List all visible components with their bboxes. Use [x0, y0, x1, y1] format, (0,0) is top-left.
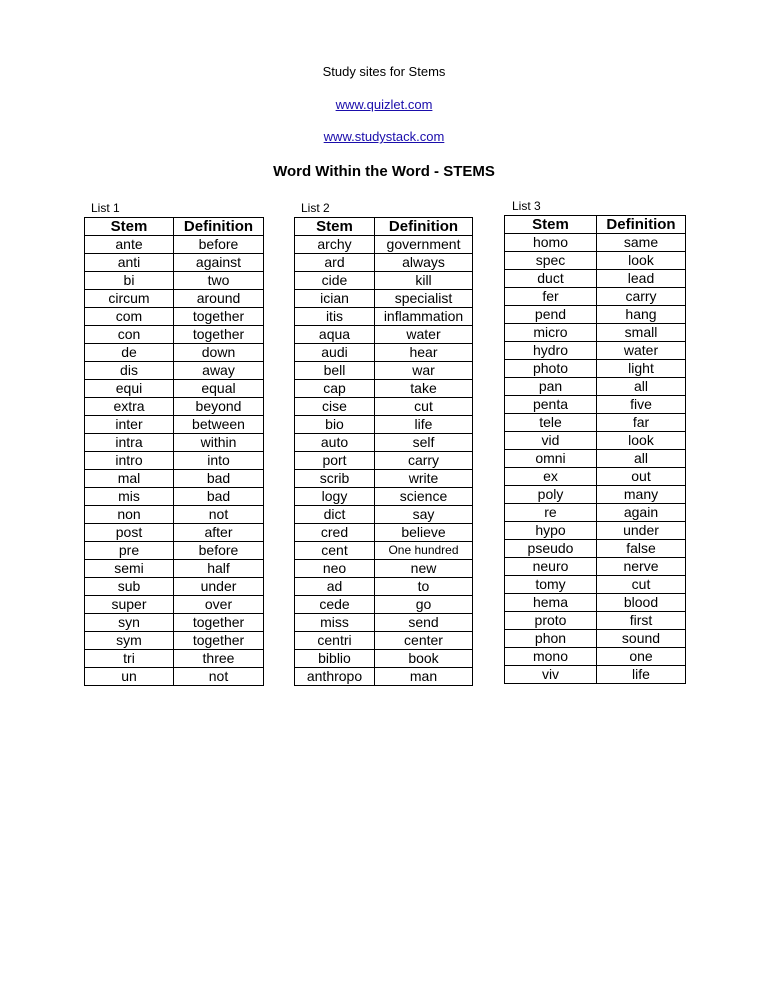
stem-cell: audi — [295, 344, 375, 362]
table-row — [505, 594, 686, 612]
definition-cell: between — [174, 416, 264, 434]
stem-cell: post — [85, 524, 174, 542]
definition-cell: blood — [597, 594, 686, 612]
stem-cell: archy — [295, 236, 375, 254]
table-row — [295, 236, 473, 254]
table-row — [85, 344, 264, 362]
table-row — [505, 612, 686, 630]
stem-cell: tri — [85, 650, 174, 668]
stem-cell: spec — [505, 252, 597, 270]
table-row — [505, 414, 686, 432]
table-row — [85, 578, 264, 596]
definition-cell: specialist — [375, 290, 473, 308]
stem-cell: logy — [295, 488, 375, 506]
table-row — [85, 668, 264, 686]
stem-cell: mal — [85, 470, 174, 488]
stem-cell: non — [85, 506, 174, 524]
definition-cell: around — [174, 290, 264, 308]
table-row — [505, 558, 686, 576]
definition-cell: book — [375, 650, 473, 668]
definition-cell: man — [375, 668, 473, 686]
stem-cell: mis — [85, 488, 174, 506]
stem-cell: dis — [85, 362, 174, 380]
table-row — [85, 236, 264, 254]
definition-cell: one — [597, 648, 686, 666]
definition-cell: cut — [597, 576, 686, 594]
table-row — [505, 666, 686, 684]
definition-cell: say — [375, 506, 473, 524]
table-row — [295, 344, 473, 362]
table-row — [295, 416, 473, 434]
table-row — [505, 288, 686, 306]
stem-header: Stem — [295, 218, 375, 236]
definition-cell: against — [174, 254, 264, 272]
table-row — [295, 542, 473, 560]
definition-cell: carry — [375, 452, 473, 470]
table-row — [295, 614, 473, 632]
table-row — [505, 648, 686, 666]
definition-header: Definition — [375, 218, 473, 236]
stem-cell: mono — [505, 648, 597, 666]
stem-cell: ard — [295, 254, 375, 272]
table-row — [295, 398, 473, 416]
stem-cell: penta — [505, 396, 597, 414]
stem-cell: duct — [505, 270, 597, 288]
definition-cell: same — [597, 234, 686, 252]
list-1-label: List 1 — [91, 201, 120, 215]
table-row — [295, 362, 473, 380]
definition-cell: send — [375, 614, 473, 632]
stem-cell: anti — [85, 254, 174, 272]
study-sites-title: Study sites for Stems — [322, 64, 446, 79]
table-row — [295, 560, 473, 578]
definition-cell: down — [174, 344, 264, 362]
stem-cell: circum — [85, 290, 174, 308]
table-row — [295, 380, 473, 398]
list-3-table — [504, 215, 686, 684]
table-row — [295, 254, 473, 272]
quizlet-link[interactable]: www.quizlet.com — [335, 97, 433, 112]
stem-cell: phon — [505, 630, 597, 648]
definition-header: Definition — [597, 216, 686, 234]
definition-cell: life — [375, 416, 473, 434]
definition-cell: carry — [597, 288, 686, 306]
table-row — [295, 434, 473, 452]
table-row — [505, 378, 686, 396]
stem-cell: ante — [85, 236, 174, 254]
stem-cell: micro — [505, 324, 597, 342]
stem-cell: re — [505, 504, 597, 522]
table-row — [505, 522, 686, 540]
table-row — [505, 450, 686, 468]
stem-cell: intra — [85, 434, 174, 452]
definition-cell: war — [375, 362, 473, 380]
table-row — [295, 668, 473, 686]
table-row — [295, 506, 473, 524]
definition-cell: look — [597, 252, 686, 270]
definition-cell: under — [174, 578, 264, 596]
list-3-label: List 3 — [512, 199, 541, 213]
table-row — [295, 632, 473, 650]
table-row — [295, 578, 473, 596]
table-row — [85, 560, 264, 578]
definition-cell: water — [597, 342, 686, 360]
table-row — [295, 290, 473, 308]
definition-cell: three — [174, 650, 264, 668]
stem-cell: extra — [85, 398, 174, 416]
definition-cell: beyond — [174, 398, 264, 416]
table-row — [85, 506, 264, 524]
studystack-link[interactable]: www.studystack.com — [323, 129, 445, 144]
table-row — [505, 504, 686, 522]
table-row — [85, 398, 264, 416]
stem-cell: sym — [85, 632, 174, 650]
table-row — [505, 360, 686, 378]
table-row — [505, 540, 686, 558]
stem-cell: inter — [85, 416, 174, 434]
stem-cell: pseudo — [505, 540, 597, 558]
stem-cell: semi — [85, 560, 174, 578]
definition-cell: all — [597, 450, 686, 468]
definition-cell: into — [174, 452, 264, 470]
definition-cell: go — [375, 596, 473, 614]
table-row — [295, 326, 473, 344]
definition-cell: self — [375, 434, 473, 452]
table-row — [85, 596, 264, 614]
table-row — [505, 396, 686, 414]
table-row — [295, 272, 473, 290]
stem-cell: tomy — [505, 576, 597, 594]
table-row — [85, 632, 264, 650]
stem-cell: pan — [505, 378, 597, 396]
definition-cell: bad — [174, 470, 264, 488]
table-row — [295, 308, 473, 326]
table-row — [85, 416, 264, 434]
definition-cell: to — [375, 578, 473, 596]
table-row — [505, 252, 686, 270]
stem-cell: anthropo — [295, 668, 375, 686]
stem-cell: scrib — [295, 470, 375, 488]
definition-cell: false — [597, 540, 686, 558]
table-row — [295, 524, 473, 542]
table-row — [85, 650, 264, 668]
stem-cell: con — [85, 326, 174, 344]
definition-cell: hang — [597, 306, 686, 324]
stem-cell: intro — [85, 452, 174, 470]
definition-cell: government — [375, 236, 473, 254]
definition-cell: new — [375, 560, 473, 578]
definition-cell: One hundred — [375, 542, 473, 560]
stem-cell: vid — [505, 432, 597, 450]
definition-cell: equal — [174, 380, 264, 398]
table-row — [505, 270, 686, 288]
definition-cell: not — [174, 506, 264, 524]
table-row — [505, 486, 686, 504]
definition-cell: far — [597, 414, 686, 432]
stem-cell: hypo — [505, 522, 597, 540]
table-row — [295, 488, 473, 506]
table-row — [295, 470, 473, 488]
definition-cell: light — [597, 360, 686, 378]
stem-cell: aqua — [295, 326, 375, 344]
stem-cell: auto — [295, 434, 375, 452]
definition-cell: again — [597, 504, 686, 522]
definition-cell: inflammation — [375, 308, 473, 326]
stem-cell: viv — [505, 666, 597, 684]
definition-cell: look — [597, 432, 686, 450]
definition-header: Definition — [174, 218, 264, 236]
stem-cell: cise — [295, 398, 375, 416]
table-row — [85, 524, 264, 542]
table-row — [505, 306, 686, 324]
stem-header: Stem — [85, 218, 174, 236]
table-row — [505, 468, 686, 486]
definition-cell: bad — [174, 488, 264, 506]
definition-cell: sound — [597, 630, 686, 648]
stem-cell: neuro — [505, 558, 597, 576]
stem-cell: pre — [85, 542, 174, 560]
stem-cell: sub — [85, 578, 174, 596]
definition-cell: five — [597, 396, 686, 414]
definition-cell: out — [597, 468, 686, 486]
stem-cell: biblio — [295, 650, 375, 668]
stem-cell: homo — [505, 234, 597, 252]
stem-cell: super — [85, 596, 174, 614]
definition-cell: over — [174, 596, 264, 614]
table-row — [505, 342, 686, 360]
definition-cell: together — [174, 632, 264, 650]
stem-cell: poly — [505, 486, 597, 504]
table-row — [85, 452, 264, 470]
stem-cell: com — [85, 308, 174, 326]
table-row — [505, 234, 686, 252]
table-row — [85, 470, 264, 488]
stem-cell: photo — [505, 360, 597, 378]
stem-cell: dict — [295, 506, 375, 524]
table-row — [85, 326, 264, 344]
stem-cell: bi — [85, 272, 174, 290]
table-row — [85, 254, 264, 272]
definition-cell: after — [174, 524, 264, 542]
table-row — [85, 380, 264, 398]
definition-cell: under — [597, 522, 686, 540]
stem-cell: cred — [295, 524, 375, 542]
stem-cell: pend — [505, 306, 597, 324]
stem-cell: hydro — [505, 342, 597, 360]
definition-cell: cut — [375, 398, 473, 416]
table-row — [85, 272, 264, 290]
definition-cell: believe — [375, 524, 473, 542]
definition-cell: together — [174, 326, 264, 344]
definition-cell: before — [174, 542, 264, 560]
table-row — [295, 650, 473, 668]
definition-cell: together — [174, 308, 264, 326]
stem-cell: ician — [295, 290, 375, 308]
stem-cell: de — [85, 344, 174, 362]
definition-cell: center — [375, 632, 473, 650]
definition-cell: science — [375, 488, 473, 506]
list-1-table — [84, 217, 264, 686]
table-row — [295, 452, 473, 470]
stem-cell: bio — [295, 416, 375, 434]
definition-cell: before — [174, 236, 264, 254]
definition-cell: within — [174, 434, 264, 452]
table-row — [85, 290, 264, 308]
stem-cell: un — [85, 668, 174, 686]
stem-cell: equi — [85, 380, 174, 398]
stem-cell: tele — [505, 414, 597, 432]
page-title: Word Within the Word - STEMS — [273, 163, 495, 180]
table-row — [85, 488, 264, 506]
stem-cell: syn — [85, 614, 174, 632]
definition-cell: write — [375, 470, 473, 488]
table-row — [85, 362, 264, 380]
table-row — [505, 576, 686, 594]
definition-cell: away — [174, 362, 264, 380]
definition-cell: many — [597, 486, 686, 504]
definition-cell: small — [597, 324, 686, 342]
stem-cell: proto — [505, 612, 597, 630]
table-row — [85, 434, 264, 452]
stem-cell: itis — [295, 308, 375, 326]
table-row — [85, 308, 264, 326]
list-2-label: List 2 — [301, 201, 330, 215]
table-row — [295, 596, 473, 614]
definition-cell: kill — [375, 272, 473, 290]
table-row — [85, 542, 264, 560]
stem-cell: bell — [295, 362, 375, 380]
definition-cell: hear — [375, 344, 473, 362]
stem-cell: miss — [295, 614, 375, 632]
stem-cell: fer — [505, 288, 597, 306]
stem-cell: hema — [505, 594, 597, 612]
definition-cell: first — [597, 612, 686, 630]
definition-cell: all — [597, 378, 686, 396]
definition-cell: together — [174, 614, 264, 632]
list-2-table — [294, 217, 473, 686]
stem-cell: neo — [295, 560, 375, 578]
table-row — [505, 432, 686, 450]
table-row — [505, 324, 686, 342]
table-row — [85, 614, 264, 632]
stem-cell: cap — [295, 380, 375, 398]
stem-cell: centri — [295, 632, 375, 650]
definition-cell: take — [375, 380, 473, 398]
table-row — [505, 630, 686, 648]
stem-header: Stem — [505, 216, 597, 234]
stem-cell: cide — [295, 272, 375, 290]
definition-cell: two — [174, 272, 264, 290]
definition-cell: half — [174, 560, 264, 578]
definition-cell: not — [174, 668, 264, 686]
stem-cell: cede — [295, 596, 375, 614]
definition-cell: lead — [597, 270, 686, 288]
stem-cell: port — [295, 452, 375, 470]
definition-cell: water — [375, 326, 473, 344]
stem-cell: ad — [295, 578, 375, 596]
stem-cell: ex — [505, 468, 597, 486]
definition-cell: nerve — [597, 558, 686, 576]
stem-cell: cent — [295, 542, 375, 560]
definition-cell: always — [375, 254, 473, 272]
definition-cell: life — [597, 666, 686, 684]
stem-cell: omni — [505, 450, 597, 468]
